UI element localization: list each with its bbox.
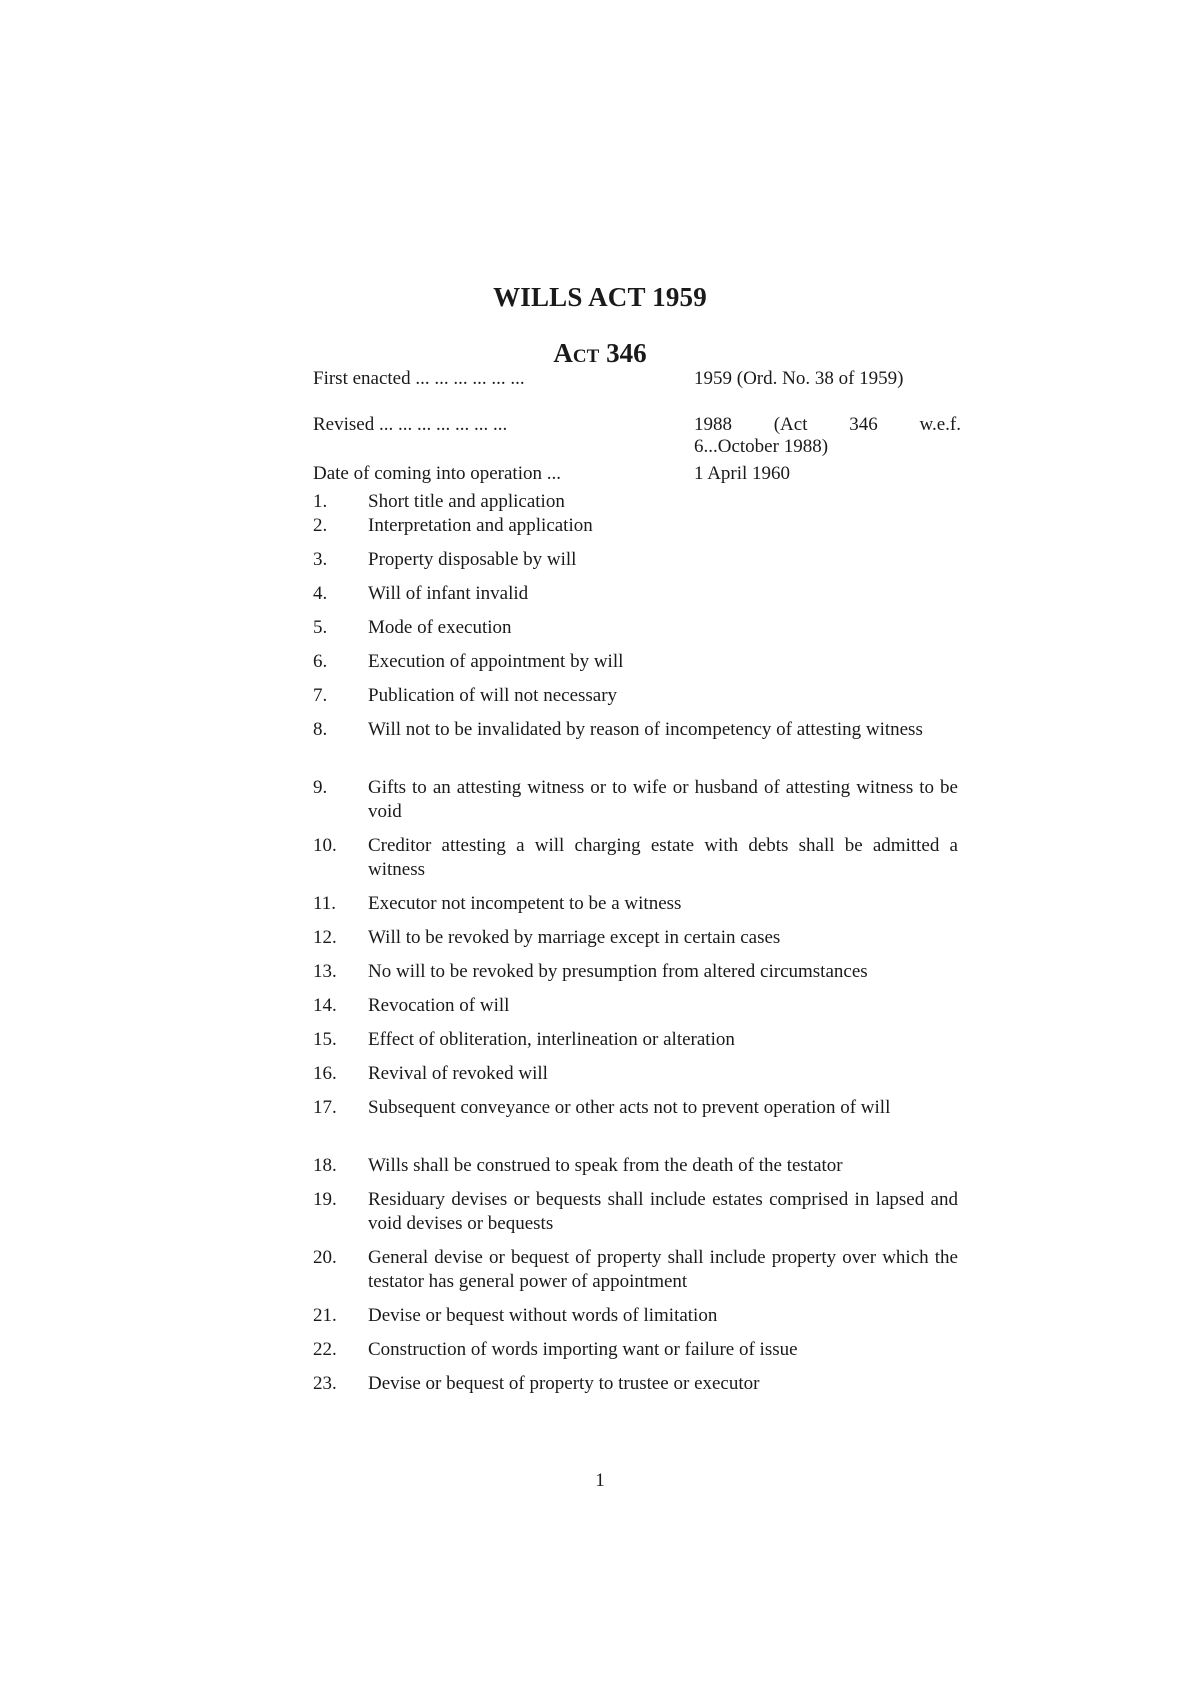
section-title: Creditor attesting a will charging estate with debts shall be admitted a witness — [368, 835, 958, 880]
act-number: Act 346 — [553, 338, 647, 368]
meta-value — [694, 414, 961, 458]
section-number: 9. — [313, 777, 328, 798]
page-number: 1 — [595, 1470, 605, 1491]
section-number: 11. — [313, 893, 337, 914]
section-number: 12. — [313, 927, 337, 948]
section-title: Revival of revoked will — [368, 1063, 548, 1084]
section-number: 2. — [313, 515, 328, 536]
meta-label: Revised ... ... ... ... ... ... ... — [313, 414, 508, 435]
section-title: Effect of obliteration, interlineation or alteration — [368, 1029, 735, 1050]
section-number: 13. — [313, 961, 337, 982]
section-title: Short title and application — [368, 491, 565, 512]
meta-label: First enacted ... ... ... ... ... ... — [313, 368, 525, 389]
section-title: Gifts to an attesting witness or to wife or husband of attesting witness to be void — [368, 777, 958, 822]
section-title: No will to be revoked by presumption from altered circumstances — [368, 961, 868, 982]
meta-value-line-2: 6...October 1988) — [694, 436, 829, 457]
section-number: 10. — [313, 835, 337, 856]
section-title: Revocation of will — [368, 995, 510, 1016]
section-title: Publication of will not necessary — [368, 685, 618, 706]
section-title: Property disposable by will — [368, 549, 577, 570]
section-number: 17. — [313, 1097, 337, 1118]
section-title: Will not to be invalidated by reason of incompetency of attesting witness — [368, 719, 923, 740]
section-number: 6. — [313, 651, 328, 672]
section-title: Will of infant invalid — [368, 583, 529, 604]
section-title: Will to be revoked by marriage except in certain cases — [368, 927, 781, 948]
meta-value-line-1: 1988 (Act 346 w.e.f. — [694, 414, 961, 435]
section-title: Residuary devises or bequests shall include estates comprised in lapsed and void devises or bequests — [368, 1189, 958, 1234]
section-number: 4. — [313, 583, 328, 604]
section-number: 22. — [313, 1339, 337, 1360]
section-title: Devise or bequest without words of limitation — [368, 1305, 718, 1326]
meta-value: 1 April 1960 — [694, 463, 791, 484]
section-number: 15. — [313, 1029, 337, 1050]
meta-label: Date of coming into operation ... — [313, 463, 561, 484]
section-title: Construction of words importing want or failure of issue — [368, 1339, 798, 1360]
section-number: 21. — [313, 1305, 337, 1326]
section-title: Executor not incompetent to be a witness — [368, 893, 682, 914]
section-number: 23. — [313, 1373, 337, 1394]
section-number: 7. — [313, 685, 328, 706]
section-number: 20. — [313, 1247, 337, 1268]
section-number: 16. — [313, 1063, 337, 1084]
meta-value: 1959 (Ord. No. 38 of 1959) — [694, 368, 904, 389]
document-title: WILLS ACT 1959 — [493, 282, 707, 312]
section-title: Devise or bequest of property to trustee or executor — [368, 1373, 760, 1394]
section-number: 19. — [313, 1189, 337, 1210]
section-title: Subsequent conveyance or other acts not to prevent operation of will — [368, 1097, 891, 1118]
section-number: 8. — [313, 719, 328, 740]
section-title: General devise or bequest of property shall include property over which the testator has general power of appointment — [368, 1247, 958, 1292]
section-number: 14. — [313, 995, 337, 1016]
section-title: Execution of appointment by will — [368, 651, 624, 672]
section-title: Interpretation and application — [368, 515, 593, 536]
section-title: Wills shall be construed to speak from the death of the testator — [368, 1155, 843, 1176]
section-number: 3. — [313, 549, 328, 570]
section-title: Mode of execution — [368, 617, 512, 638]
section-number: 5. — [313, 617, 328, 638]
section-number: 1. — [313, 491, 328, 512]
section-number: 18. — [313, 1155, 337, 1176]
